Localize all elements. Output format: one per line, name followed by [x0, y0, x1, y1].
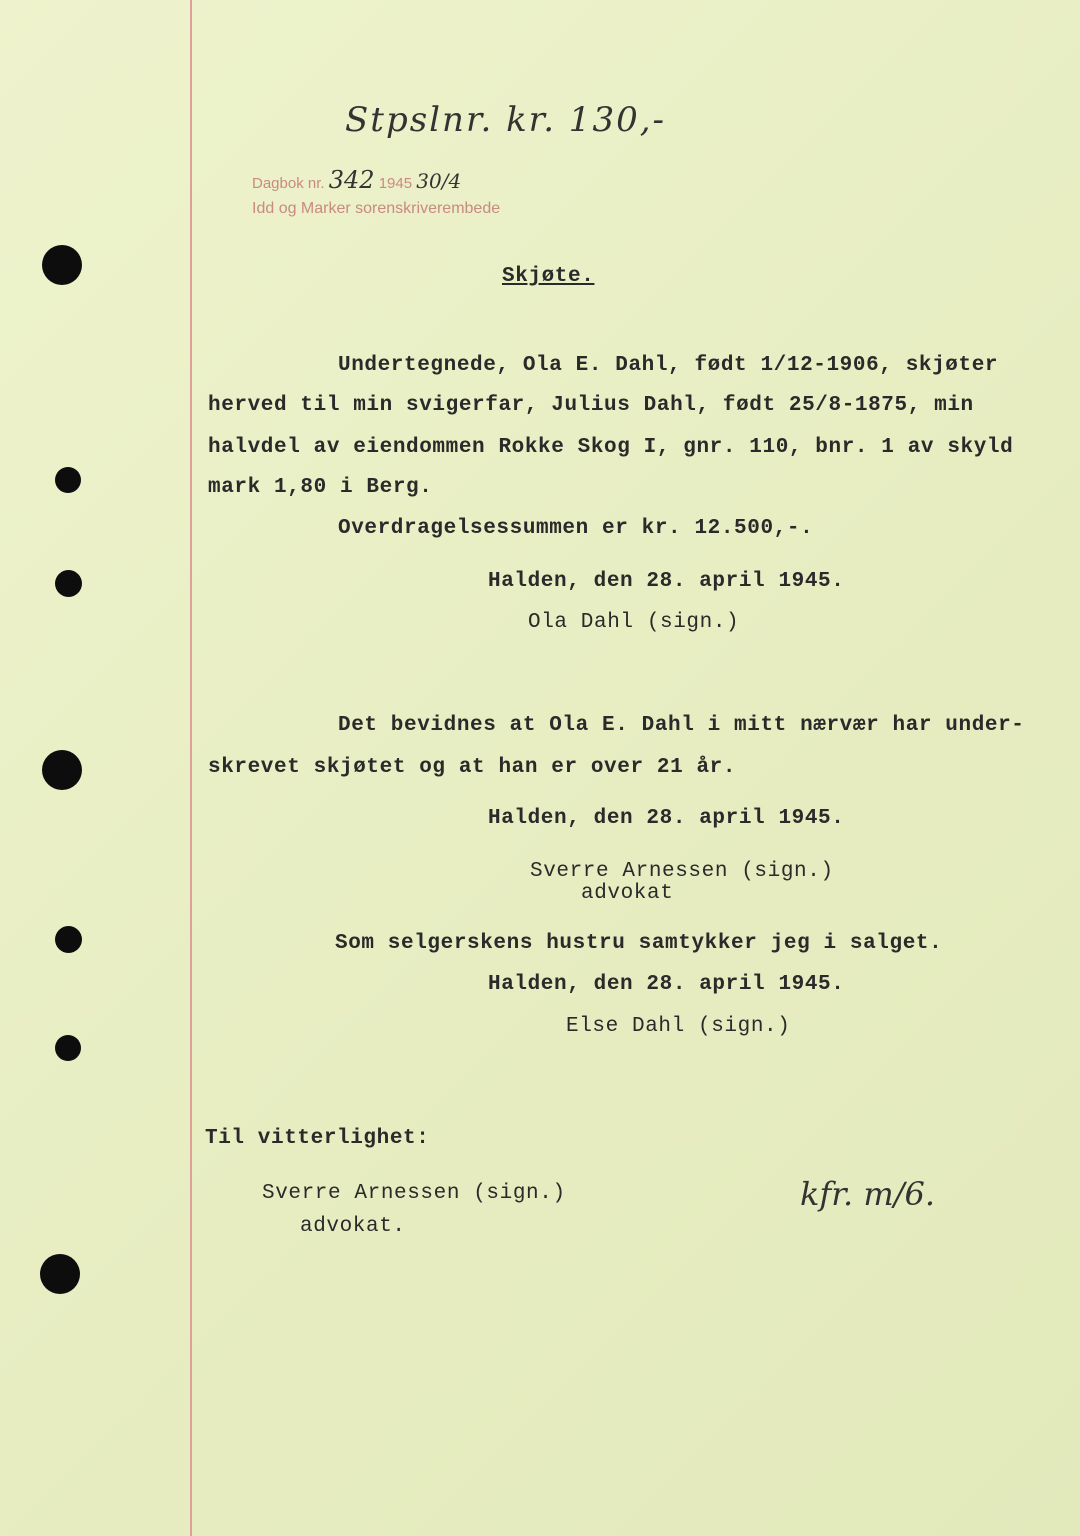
signature-line: Else Dahl (sign.): [566, 1015, 791, 1038]
til-vitterlighet: Til vitterlighet:: [205, 1127, 430, 1150]
witness-line: skrevet skjøtet og at han er over 21 år.: [208, 756, 737, 779]
sum-line: Overdragelsessummen er kr. 12.500,-.: [338, 517, 814, 540]
document-title: Skjøte.: [502, 265, 595, 288]
punch-hole: [55, 467, 81, 493]
body-line: mark 1,80 i Berg.: [208, 476, 433, 499]
body-line: herved til min svigerfar, Julius Dahl, født 25/8-1875, min: [208, 394, 974, 417]
registry-stamp: [252, 166, 461, 194]
stamp-year: 1945: [378, 175, 413, 192]
consent-line: Som selgerskens hustru samtykker jeg i salget.: [335, 932, 943, 955]
stamp-label: Dagbok nr.: [252, 175, 325, 192]
witness-line: Det bevidnes at Ola E. Dahl i mitt nærvær har under-: [338, 714, 1025, 737]
signature-line: Sverre Arnessen (sign.): [262, 1182, 566, 1205]
punch-hole: [40, 1254, 80, 1294]
punch-hole: [42, 750, 82, 790]
stamp-number: 342: [328, 166, 375, 194]
body-line: halvdel av eiendommen Rokke Skog I, gnr. 110, bnr. 1 av skyld: [208, 436, 1014, 459]
punch-hole: [55, 1035, 81, 1061]
punch-hole: [55, 926, 82, 953]
margin-line: [190, 0, 192, 1536]
signature-line: Sverre Arnessen (sign.): [530, 860, 834, 883]
stamp-date: 30/4: [416, 169, 462, 193]
handwritten-header: Stpslnr. kr. 130,-: [345, 100, 666, 140]
stamp-office: Idd og Marker sorenskriverembede: [252, 200, 501, 217]
date-line: Halden, den 28. april 1945.: [488, 807, 845, 830]
punch-hole: [55, 570, 82, 597]
punch-hole: [42, 245, 82, 285]
date-line: Halden, den 28. april 1945.: [488, 973, 845, 996]
handwritten-note: kfr. m/6.: [800, 1175, 936, 1213]
signature-title: advokat: [581, 882, 674, 905]
signature-line: Ola Dahl (sign.): [528, 611, 740, 634]
body-line: Undertegnede, Ola E. Dahl, født 1/12-1906, skjøter: [338, 354, 999, 377]
signature-title: advokat.: [300, 1215, 406, 1238]
date-line: Halden, den 28. april 1945.: [488, 570, 845, 593]
